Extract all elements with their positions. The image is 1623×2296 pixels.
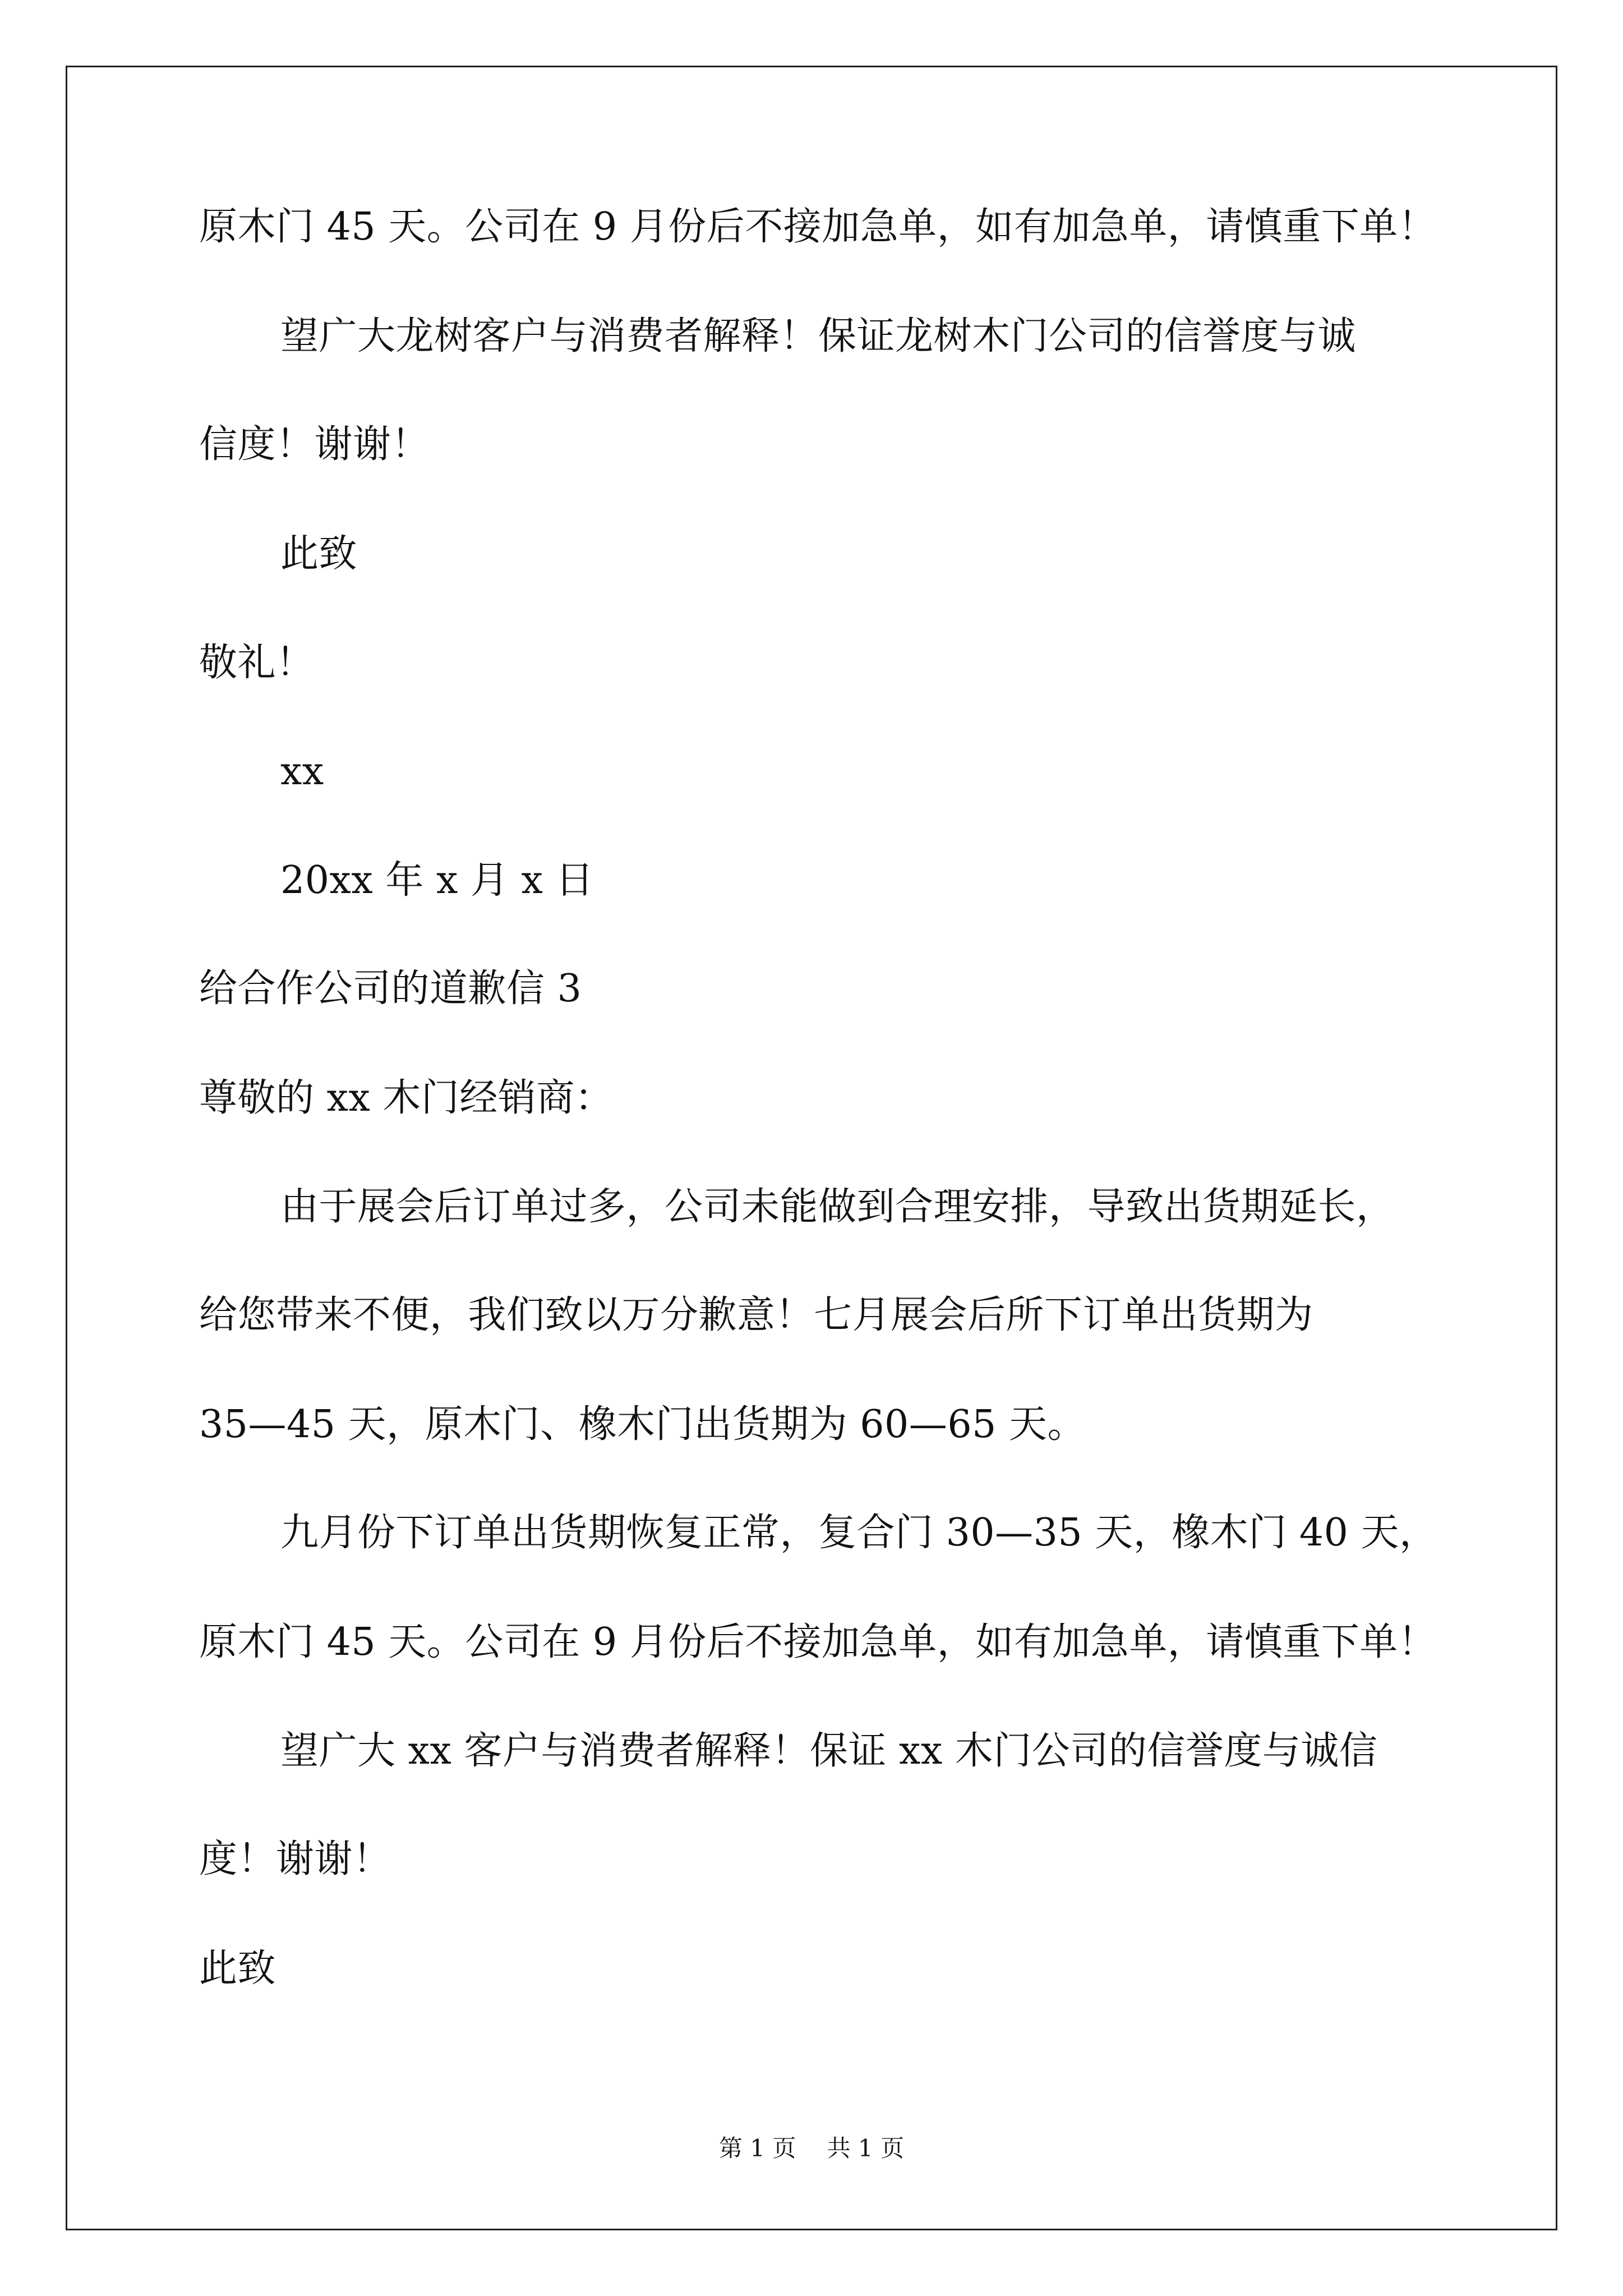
page-border xyxy=(66,66,1557,2230)
body-line-15: 望广大 xx 客户与消费者解释！保证 xx 木门公司的信誉度与诚信 xyxy=(280,1729,1378,1773)
page-footer: 第 1 页 共 1 页 xyxy=(718,2134,905,2162)
body-line-2: 望广大龙树客户与消费者解释！保证龙树木门公司的信誉度与诚 xyxy=(280,314,1357,358)
body-line-8: 给合作公司的道歉信 3 xyxy=(199,967,582,1011)
body-line-3: 信度！谢谢！ xyxy=(199,422,430,467)
body-line-17: 此致 xyxy=(199,1947,276,1991)
body-line-4: 此致 xyxy=(280,532,358,576)
body-line-7: 20xx 年 x 月 x 日 xyxy=(280,858,594,903)
body-line-12: 35—45 天，原木门、橡木门出货期为 60—65 天。 xyxy=(199,1402,1086,1447)
body-line-10: 由于展会后订单过多，公司未能做到合理安排，导致出货期延长， xyxy=(280,1185,1395,1229)
body-line-5: 敬礼！ xyxy=(199,641,315,685)
body-line-11: 给您带来不便，我们致以万分歉意！七月展会后所下订单出货期为 xyxy=(199,1293,1313,1337)
body-line-13: 九月份下订单出货期恢复正常，复合门 30—35 天，橡木门 40 天， xyxy=(280,1511,1438,1555)
body-line-14: 原木门 45 天。公司在 9 月份后不接加急单，如有加急单，请慎重下单！ xyxy=(199,1620,1437,1664)
body-line-1: 原木门 45 天。公司在 9 月份后不接加急单，如有加急单，请慎重下单！ xyxy=(199,205,1437,249)
body-line-6: xx xyxy=(280,749,324,794)
body-line-16: 度！谢谢！ xyxy=(199,1837,391,1881)
body-line-9: 尊敬的 xx 木门经销商： xyxy=(199,1076,614,1120)
